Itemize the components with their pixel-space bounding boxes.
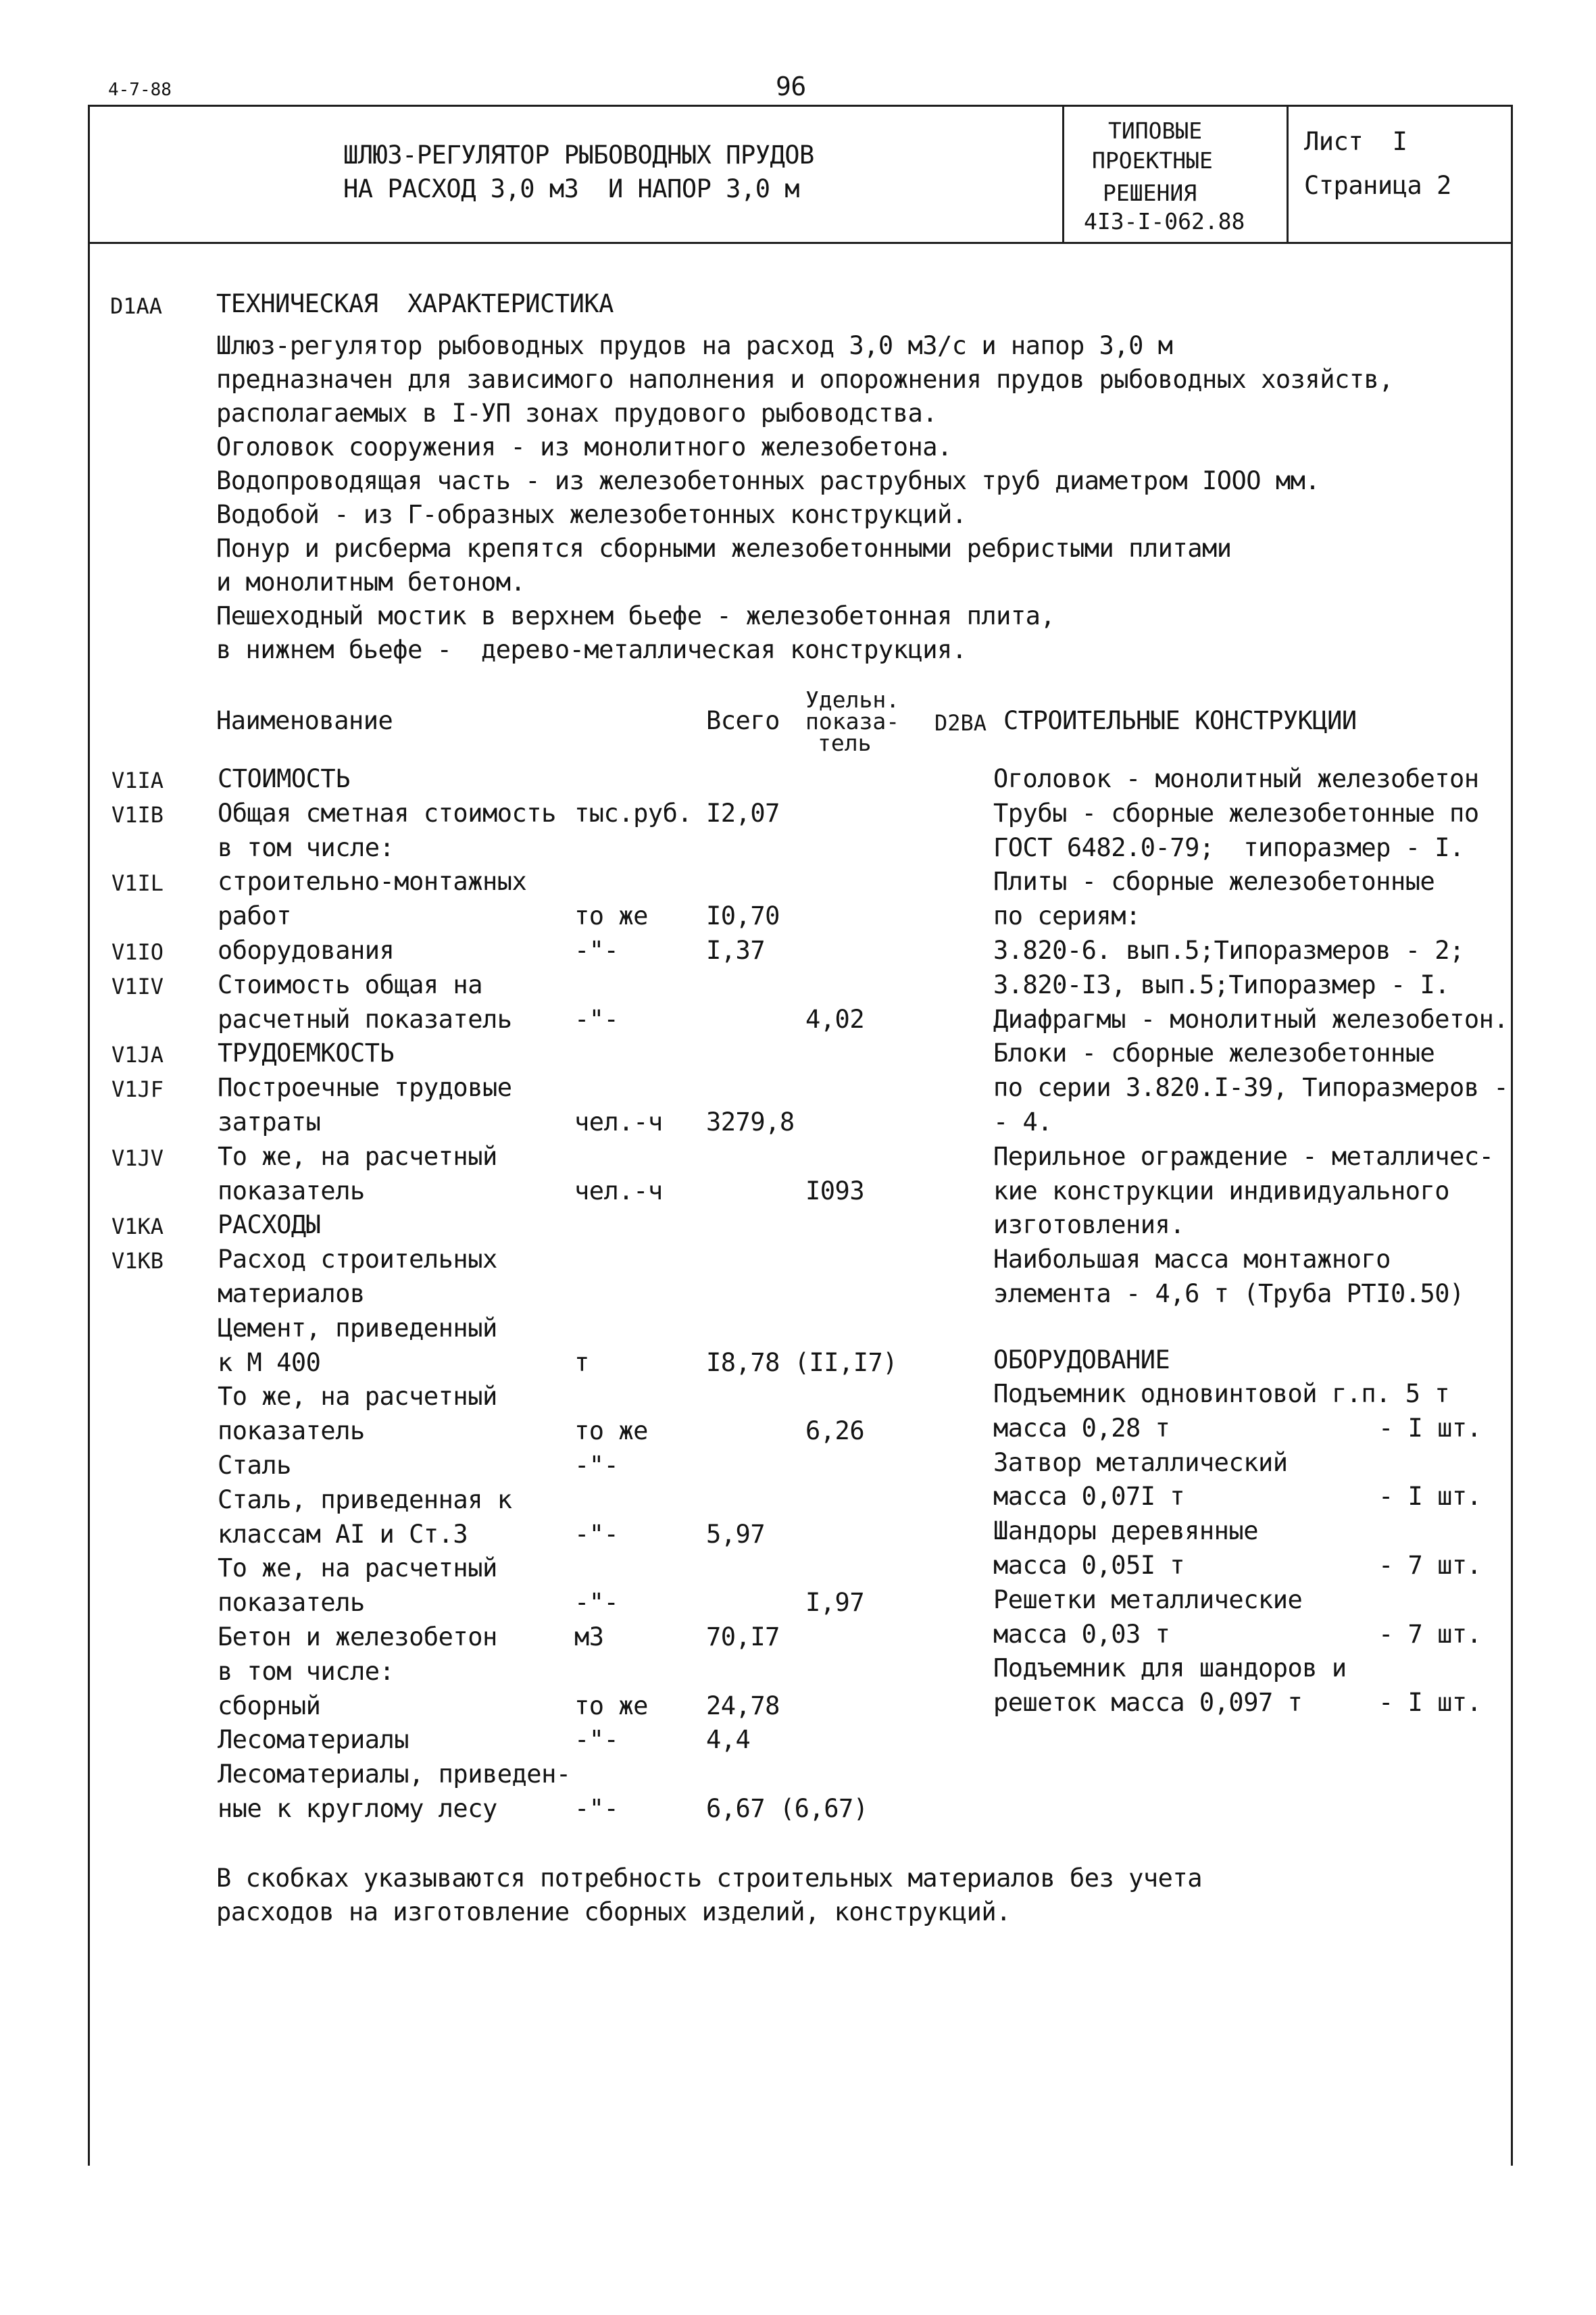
row-code: V1IB bbox=[111, 802, 164, 828]
construction-line: - 4. bbox=[993, 1107, 1053, 1137]
frame-left-line bbox=[88, 105, 90, 2166]
page-label: Страница 2 bbox=[1304, 171, 1451, 200]
row-name: оборудования bbox=[218, 936, 395, 965]
row-code: V1JF bbox=[111, 1076, 164, 1102]
right-section-title: СТРОИТЕЛЬНЫЕ КОНСТРУКЦИИ bbox=[1003, 706, 1357, 735]
construction-line: ГОСТ 6482.0-79; типоразмер - I. bbox=[993, 833, 1464, 862]
row-name: показатель bbox=[218, 1588, 365, 1617]
equipment-line: Затвор металлический bbox=[993, 1448, 1288, 1477]
row-name: строительно-монтажных bbox=[218, 867, 527, 896]
equipment-line: Шандоры деревянные bbox=[993, 1516, 1258, 1545]
row-unit: -"- bbox=[574, 936, 619, 965]
row-unit: чел.-ч bbox=[574, 1107, 663, 1137]
equipment-qty: - I шт. bbox=[1378, 1414, 1482, 1443]
row-total: 24,78 bbox=[706, 1691, 780, 1720]
equipment-line: Подъемник одновинтовой г.п. 5 т bbox=[993, 1379, 1450, 1408]
equipment-line: Подъемник для шандоров и bbox=[993, 1653, 1347, 1683]
row-name: РАСХОДЫ bbox=[218, 1210, 321, 1239]
row-code: V1IA bbox=[111, 768, 164, 793]
row-name: сборный bbox=[218, 1691, 321, 1720]
row-unit: то же bbox=[574, 1416, 648, 1445]
row-specific: I,97 bbox=[805, 1588, 865, 1617]
row-name: классам АI и Ст.3 bbox=[218, 1520, 468, 1549]
doc-title-line-2: НА РАСХОД 3,0 м3 И НАПОР 3,0 м bbox=[343, 174, 800, 203]
column-header-total: Всего bbox=[706, 706, 780, 735]
construction-line: изготовления. bbox=[993, 1210, 1185, 1239]
row-name: Лесоматериалы bbox=[218, 1725, 409, 1754]
row-name: в том числе: bbox=[218, 833, 395, 862]
row-name: Бетон и железобетон bbox=[218, 1622, 497, 1651]
row-unit: -"- bbox=[574, 1588, 619, 1617]
row-name: Стоимость общая на bbox=[218, 970, 482, 999]
header-bottom-line bbox=[88, 242, 1512, 244]
row-unit: то же bbox=[574, 1691, 648, 1720]
equipment-line: решеток масса 0,097 т bbox=[993, 1688, 1303, 1717]
row-name: Цемент, приведенный bbox=[218, 1314, 497, 1343]
series-number: 4I3-I-062.88 bbox=[1084, 208, 1245, 234]
row-name: ТРУДОЕМКОСТЬ bbox=[218, 1039, 395, 1068]
row-code: V1KB bbox=[111, 1248, 164, 1274]
equipment-qty: - 7 шт. bbox=[1378, 1551, 1482, 1580]
description-line: Пешеходный мостик в верхнем бьефе - железобетонная плита, bbox=[216, 601, 1055, 630]
row-name: То же, на расчетный bbox=[218, 1382, 497, 1411]
frame-right-line bbox=[1511, 105, 1513, 2166]
row-total: I,37 bbox=[706, 936, 766, 965]
frame-top-line bbox=[88, 105, 1512, 107]
row-unit: -"- bbox=[574, 1794, 619, 1823]
construction-line: по сериям: bbox=[993, 901, 1141, 930]
row-name: к М 400 bbox=[218, 1348, 321, 1377]
equipment-qty: - I шт. bbox=[1378, 1482, 1482, 1511]
equipment-line: масса 0,28 т bbox=[993, 1414, 1170, 1443]
row-code: V1JV bbox=[111, 1145, 164, 1171]
series-label-line-1: ТИПОВЫЕ bbox=[1108, 118, 1203, 144]
equipment-line: масса 0,07I т bbox=[993, 1482, 1185, 1511]
description-line: предназначен для зависимого наполнения и опорожнения прудов рыбоводных хозяйств, bbox=[216, 365, 1394, 394]
series-label-line-2: ПРОЕКТНЫЕ bbox=[1092, 147, 1213, 174]
row-unit: тыс.руб. bbox=[574, 799, 693, 828]
right-section-code: D2BA bbox=[934, 710, 987, 736]
construction-line: Диафрагмы - монолитный железобетон. bbox=[993, 1005, 1509, 1034]
row-name: Расход строительных bbox=[218, 1245, 497, 1274]
construction-line: 3.820-6. вып.5;Типоразмеров - 2; bbox=[993, 936, 1464, 965]
column-header-specific-2: показа- bbox=[805, 708, 900, 735]
stamp-left-line bbox=[1062, 105, 1064, 243]
footnote-line-2: расходов на изготовление сборных изделий, конструкций. bbox=[216, 1897, 1011, 1926]
row-name: Общая сметная стоимость bbox=[218, 799, 556, 828]
row-name: Лесоматериалы, приведен- bbox=[218, 1760, 571, 1789]
row-name: показатель bbox=[218, 1416, 365, 1445]
equipment-title: ОБОРУДОВАНИЕ bbox=[993, 1345, 1170, 1374]
sheet-label: Лист I bbox=[1304, 127, 1407, 156]
row-name: в том числе: bbox=[218, 1657, 395, 1686]
construction-line: Блоки - сборные железобетонные bbox=[993, 1039, 1435, 1068]
construction-line: по серии 3.820.I-39, Типоразмеров - bbox=[993, 1073, 1509, 1102]
document-number: 4-7-88 bbox=[108, 80, 172, 100]
row-name: Построечные трудовые bbox=[218, 1073, 512, 1102]
description-line: Водопроводящая часть - из железобетонных раструбных труб диаметром IOOO мм. bbox=[216, 466, 1320, 495]
section-title: ТЕХНИЧЕСКАЯ ХАРАКТЕРИСТИКА bbox=[216, 289, 614, 318]
equipment-qty: - 7 шт. bbox=[1378, 1620, 1482, 1649]
construction-line: Плиты - сборные железобетонные bbox=[993, 867, 1435, 896]
column-header-name: Наименование bbox=[216, 706, 393, 735]
row-total: 6,67 (6,67) bbox=[706, 1794, 868, 1823]
column-header-specific-1: Удельн. bbox=[805, 687, 900, 713]
row-name: ные к круглому лесу bbox=[218, 1794, 497, 1823]
row-total: 3279,8 bbox=[706, 1107, 795, 1137]
description-line: Водобой - из Г-образных железобетонных конструкций. bbox=[216, 500, 967, 529]
equipment-line: масса 0,03 т bbox=[993, 1620, 1170, 1649]
row-code: V1KA bbox=[111, 1214, 164, 1239]
equipment-qty: - I шт. bbox=[1378, 1688, 1482, 1717]
row-unit: -"- bbox=[574, 1520, 619, 1549]
description-line: Оголовок сооружения - из монолитного железобетона. bbox=[216, 432, 952, 462]
row-name: То же, на расчетный bbox=[218, 1553, 497, 1583]
row-total: 70,I7 bbox=[706, 1622, 780, 1651]
construction-line: Наибольшая масса монтажного bbox=[993, 1245, 1391, 1274]
description-line: Шлюз-регулятор рыбоводных прудов на расход 3,0 м3/с и напор 3,0 м bbox=[216, 331, 1173, 360]
row-name: расчетный показатель bbox=[218, 1005, 512, 1034]
construction-line: Оголовок - монолитный железобетон bbox=[993, 764, 1479, 793]
stamp-mid-line bbox=[1287, 105, 1289, 243]
description-line: располагаемых в I-УП зонах прудового рыбоводства. bbox=[216, 399, 938, 428]
row-name: То же, на расчетный bbox=[218, 1142, 497, 1171]
row-code: V1IO bbox=[111, 939, 164, 965]
row-unit: -"- bbox=[574, 1005, 619, 1034]
construction-line: Перильное ограждение - металличес- bbox=[993, 1142, 1494, 1171]
row-total: 5,97 bbox=[706, 1520, 766, 1549]
row-total: I8,78 (II,I7) bbox=[706, 1348, 898, 1377]
construction-line: 3.820-I3, вып.5;Типоразмер - I. bbox=[993, 970, 1450, 999]
row-unit: чел.-ч bbox=[574, 1176, 663, 1205]
row-name: Сталь bbox=[218, 1451, 291, 1480]
row-total: 4,4 bbox=[706, 1725, 751, 1754]
description-line: и монолитным бетоном. bbox=[216, 568, 526, 597]
row-name: показатель bbox=[218, 1176, 365, 1205]
description-line: в нижнем бьефе - дерево-металлическая конструкция. bbox=[216, 635, 967, 664]
row-code: V1IL bbox=[111, 870, 164, 896]
row-unit: м3 bbox=[574, 1622, 604, 1651]
row-unit: -"- bbox=[574, 1451, 619, 1480]
row-total: I0,70 bbox=[706, 901, 780, 930]
equipment-line: Решетки металлические bbox=[993, 1585, 1303, 1614]
series-label-line-3: РЕШЕНИЯ bbox=[1103, 180, 1197, 206]
construction-line: кие конструкции индивидуального bbox=[993, 1176, 1450, 1205]
construction-line: элемента - 4,6 т (Труба РТI0.50) bbox=[993, 1279, 1464, 1308]
column-header-specific-3: тель bbox=[818, 730, 872, 756]
description-line: Понур и рисберма крепятся сборными железобетонными ребристыми плитами bbox=[216, 534, 1232, 563]
row-code: V1JA bbox=[111, 1042, 164, 1068]
row-unit: т bbox=[574, 1348, 589, 1377]
construction-line: Трубы - сборные железобетонные по bbox=[993, 799, 1479, 828]
row-unit: то же bbox=[574, 901, 648, 930]
row-unit: -"- bbox=[574, 1725, 619, 1754]
row-specific: I093 bbox=[805, 1176, 865, 1205]
page-number: 96 bbox=[776, 72, 806, 101]
row-name: работ bbox=[218, 901, 291, 930]
section-code: D1AA bbox=[110, 293, 163, 319]
row-total: I2,07 bbox=[706, 799, 780, 828]
row-name: затраты bbox=[218, 1107, 321, 1137]
footnote-line-1: В скобках указываются потребность строительных материалов без учета bbox=[216, 1864, 1202, 1893]
row-specific: 6,26 bbox=[805, 1416, 865, 1445]
equipment-line: масса 0,05I т bbox=[993, 1551, 1185, 1580]
row-name: СТОИМОСТЬ bbox=[218, 764, 350, 793]
row-specific: 4,02 bbox=[805, 1005, 865, 1034]
doc-title-line-1: ШЛЮЗ-РЕГУЛЯТОР РЫБОВОДНЫХ ПРУДОВ bbox=[343, 141, 814, 170]
row-code: V1IV bbox=[111, 974, 164, 999]
row-name: Сталь, приведенная к bbox=[218, 1485, 512, 1514]
row-name: материалов bbox=[218, 1279, 365, 1308]
